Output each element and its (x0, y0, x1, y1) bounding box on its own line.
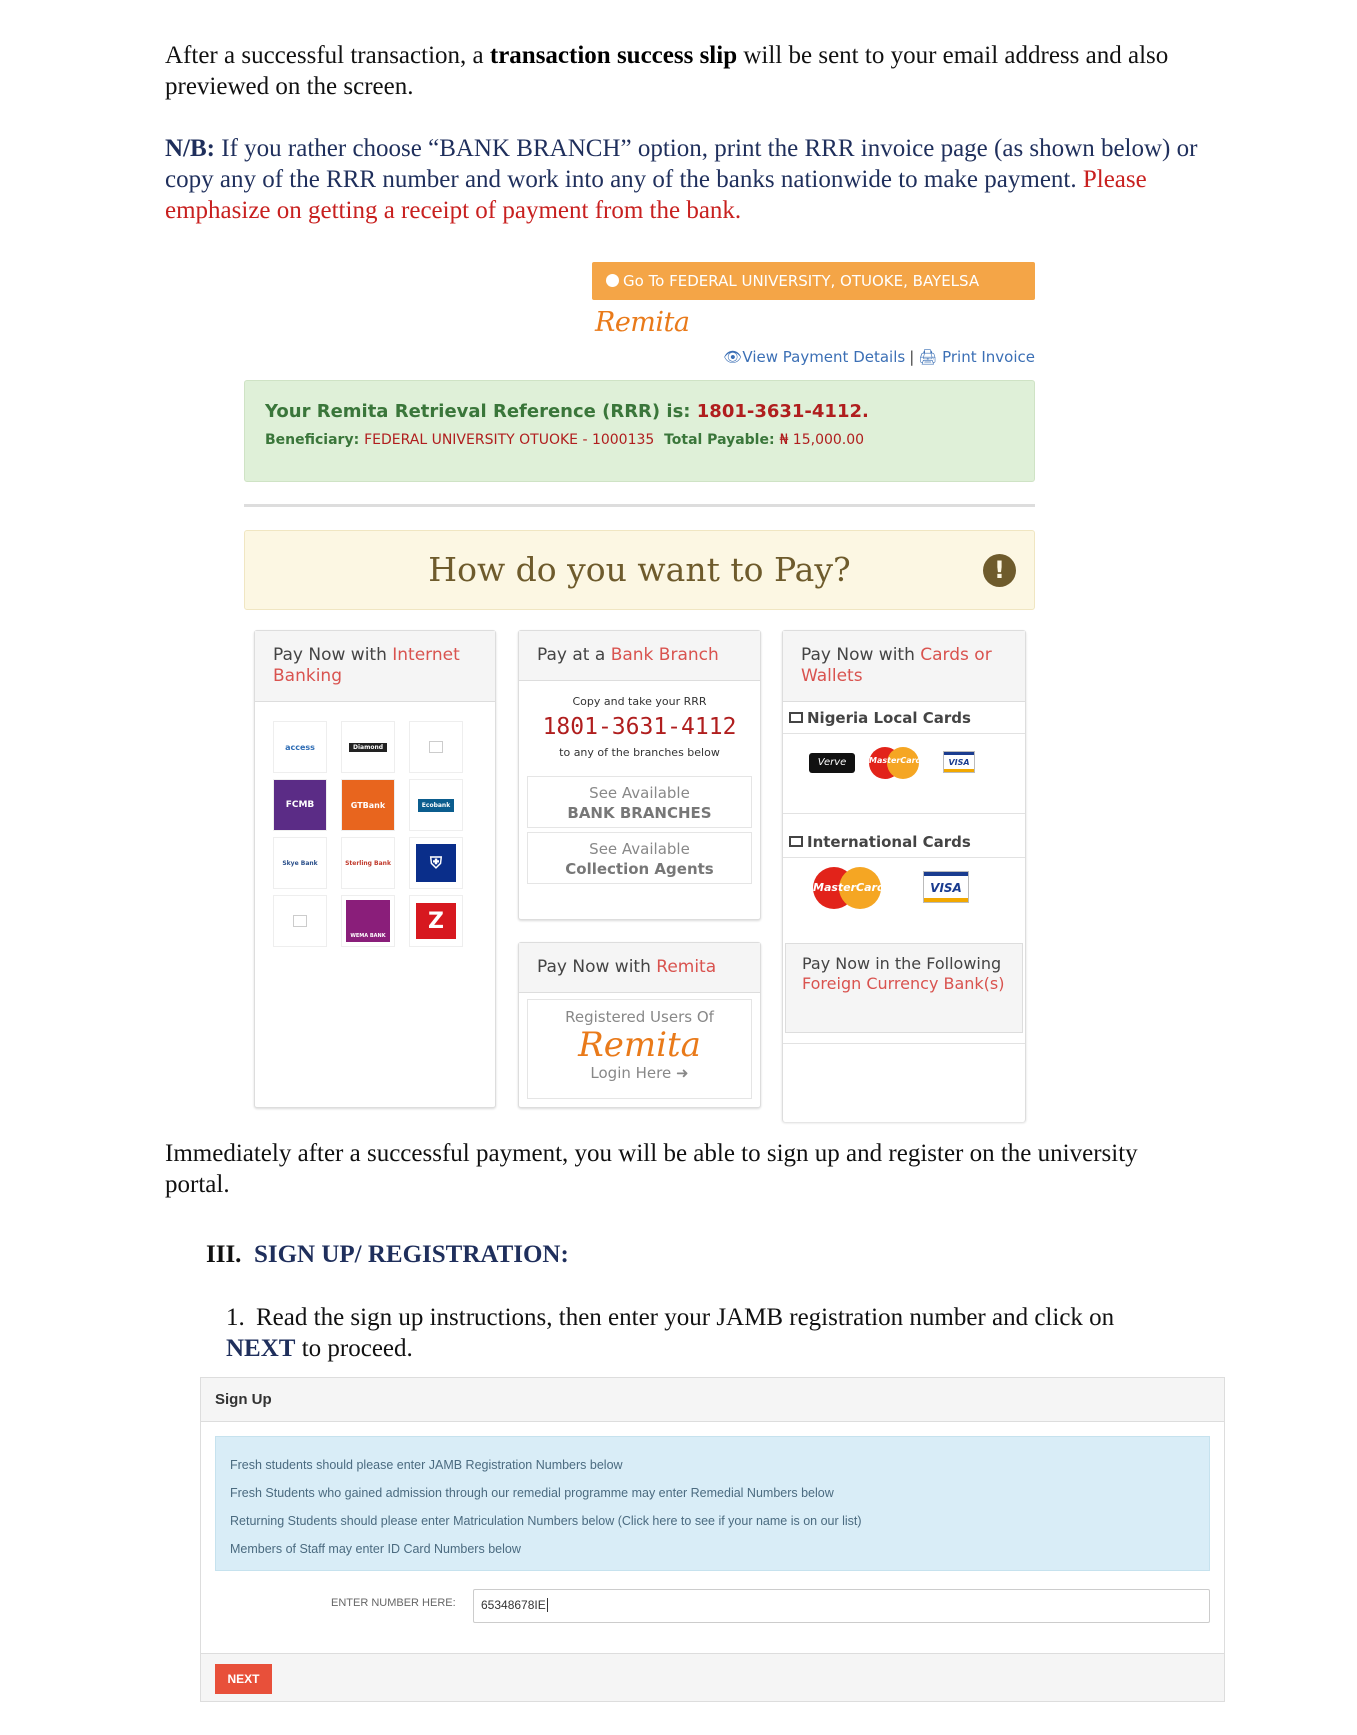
ib-head-a: Pay Now with (273, 645, 393, 665)
see-agents-line2: Collection Agents (565, 860, 714, 878)
after-payment-paragraph: Immediately after a successful payment, you will be able to sign up and register on the university portal. (165, 1140, 1138, 1198)
step-one (226, 1302, 1186, 1364)
rrr-line (265, 401, 1014, 422)
number-input[interactable] (473, 1589, 1210, 1623)
mastercard-intl-logo[interactable] (813, 867, 885, 909)
print-icon: 🖨 (918, 348, 938, 366)
visa-intl-logo[interactable] (923, 871, 969, 903)
bank-logo-label: WEMA BANK (346, 900, 390, 942)
divider (783, 733, 1025, 734)
copy-rrr-text: Copy and take your RRR (572, 695, 707, 708)
number-field-label: ENTER NUMBER HERE: (331, 1597, 456, 1609)
beneficiary-value: FEDERAL UNIVERSITY OTUOKE - 1000135 (364, 432, 655, 448)
bank-logo-label: Diamond (349, 743, 387, 752)
divider (783, 857, 1025, 858)
local-cards-label: Nigeria Local Cards (807, 709, 971, 727)
remita-invoice-screenshot (240, 262, 1040, 1122)
nb-paragraph (165, 133, 1205, 226)
instruction-line: Fresh students should please enter JAMB Registration Numbers below (230, 1458, 623, 1472)
goto-university-button[interactable] (592, 262, 1035, 300)
see-bank-branches-button[interactable] (527, 776, 752, 828)
zenith-bank-logo[interactable] (409, 895, 463, 947)
access-bank-logo[interactable] (273, 721, 327, 773)
fcmb-logo[interactable] (273, 779, 327, 831)
verve-label: Verve (817, 757, 847, 768)
signup-screenshot (200, 1377, 1225, 1702)
total-label: Total Payable: (664, 432, 780, 448)
stanbic-bank-logo[interactable] (409, 837, 463, 889)
section-number: III. (206, 1241, 242, 1268)
bank-branch-panel (518, 630, 761, 920)
instruction-line[interactable]: Returning Students should please enter Matriculation Numbers below (Click here to see if your name is on our list) (230, 1514, 862, 1528)
international-cards-title (789, 833, 971, 851)
invoice-links: 👁View Payment Details | 🖨 Print Invoice (723, 348, 1035, 366)
see-agents-line1: See Available (589, 840, 690, 858)
beneficiary-label: Beneficiary: (265, 432, 365, 448)
rrr-display: 1801-3631-4112 (542, 714, 737, 740)
mastercard-label: MasterCard (869, 756, 922, 765)
visa-local-logo[interactable] (943, 751, 975, 773)
local-cards-title (789, 709, 971, 727)
foreign-head-b: Foreign Currency Bank(s) (802, 974, 1005, 993)
section-title: SIGN UP/ REGISTRATION: (253, 1241, 569, 1268)
nb-text: If you rather choose “BANK BRANCH” option, print the RRR invoice page (as shown below) or copy any of the RRR number and work into any of the banks nationwide to make payment. (165, 135, 1198, 193)
placeholder-bank-logo[interactable] (409, 721, 463, 773)
remita-logo (595, 307, 690, 338)
registered-users-text: Registered Users Of (565, 1008, 714, 1026)
divider (783, 1043, 1025, 1044)
gtbank-logo[interactable] (341, 779, 395, 831)
sterling-bank-logo[interactable] (341, 837, 395, 889)
branches-text: to any of the branches below (559, 746, 720, 759)
login-here-link[interactable] (528, 1064, 751, 1082)
arrow-circle-icon (606, 274, 619, 287)
foreign-currency-panel[interactable] (785, 943, 1023, 1033)
diamond-bank-logo[interactable] (341, 721, 395, 773)
remita-logo-large: Remita (578, 1025, 701, 1065)
mastercard-local-logo[interactable] (869, 747, 922, 779)
skye-bank-logo[interactable] (273, 837, 327, 889)
bank-logo-label: access (285, 742, 315, 752)
sign-in-icon: ➜ (676, 1064, 689, 1082)
bank-logo-label: FCMB (285, 800, 315, 810)
intro-text: After a successful transaction, a (165, 42, 490, 69)
bb-head-b: Bank Branch (610, 645, 719, 665)
nb-red-text: Please emphasize on getting a receipt of payment from the bank. (165, 166, 1147, 224)
divider (783, 813, 1025, 814)
rm-head-a: Pay Now with (537, 957, 657, 977)
see-branches-line2: BANK BRANCHES (567, 804, 712, 822)
total-value: ₦ 15,000.00 (779, 432, 865, 448)
nb-label: N/B: (165, 135, 215, 162)
eye-icon: 👁 (723, 348, 743, 366)
next-button[interactable]: NEXT (215, 1664, 272, 1694)
pay-with-remita-panel (518, 942, 761, 1108)
verve-card-logo[interactable] (809, 753, 855, 773)
cards-heading (783, 631, 1025, 702)
foreign-head-a: Pay Now in the Following (802, 954, 1002, 973)
mastercard-label: MasterCard (813, 881, 885, 894)
internet-banking-heading (255, 631, 495, 702)
remita-login-box[interactable] (527, 999, 752, 1099)
instruction-line: Fresh Students who gained admission through our remedial programme may enter Remedial Numbers below (230, 1486, 834, 1500)
bank-logo-label: Skye Bank (282, 859, 318, 867)
cards-wallets-panel (782, 630, 1026, 1122)
login-label: Login Here (590, 1064, 672, 1082)
step-next-bold: NEXT (226, 1335, 296, 1362)
rrr-label: Your Remita Retrieval Reference (RRR) is: (265, 401, 697, 422)
rrr-number: 1801-3631-4112. (696, 401, 869, 422)
print-invoice-link[interactable]: Print Invoice (942, 348, 1035, 366)
divider (244, 504, 1035, 507)
ecobank-logo[interactable] (409, 779, 463, 831)
credit-card-icon (789, 712, 803, 723)
bank-branch-heading (519, 631, 760, 681)
bank-logo-label: Sterling Bank (345, 859, 391, 867)
wema-bank-logo[interactable] (341, 895, 395, 947)
signup-footer (201, 1653, 1224, 1701)
ib-head-b: Internet Banking (273, 645, 460, 686)
signup-title: Sign Up (201, 1378, 1224, 1422)
step-text: Read the sign up instructions, then enter your JAMB registration number and click on (256, 1304, 1115, 1331)
signup-instructions (215, 1436, 1210, 1571)
rm-head-b: Remita (656, 957, 717, 977)
intl-cards-label: International Cards (807, 833, 971, 851)
bank-logo-label: GTBank (350, 800, 386, 810)
internet-banking-panel (254, 630, 496, 1108)
beneficiary-line (265, 432, 1014, 448)
bb-head-a: Pay at a (537, 645, 611, 665)
rrr-alert (244, 380, 1035, 482)
visa-label: VISA (948, 758, 970, 767)
how-to-pay-banner (244, 530, 1035, 610)
view-payment-details-link[interactable]: View Payment Details (742, 348, 906, 366)
cw-head-a: Pay Now with (801, 645, 921, 665)
exclamation-icon: ! (983, 554, 1016, 587)
intro-bold: transaction success slip (489, 42, 738, 69)
see-branches-line1: See Available (589, 784, 690, 802)
cw-head-b: Cards or Wallets (801, 645, 992, 686)
image-placeholder-icon (293, 915, 307, 927)
intro-text-end: will be sent to your email address and also previewed on the screen. (165, 42, 1169, 100)
image-placeholder-icon (429, 741, 443, 753)
see-collection-agents-button[interactable] (527, 832, 752, 884)
shield-icon: ⛨ (416, 844, 456, 882)
pay-remita-heading (519, 943, 760, 993)
credit-card-icon (789, 836, 803, 847)
visa-label: VISA (930, 881, 962, 895)
placeholder-bank-logo-2[interactable] (273, 895, 327, 947)
section-heading (206, 1239, 1246, 1270)
step-number: 1. (226, 1304, 245, 1331)
remita-logo-text: Remita (595, 307, 690, 338)
intro-paragraph (165, 40, 1205, 102)
number-input-value: 65348678IE (481, 1598, 546, 1612)
bank-logo-label: Ecobank (418, 799, 454, 812)
text-cursor (547, 1598, 548, 1612)
instruction-line: Members of Staff may enter ID Card Numbers below (230, 1542, 521, 1556)
bank-logo-label: Z (416, 903, 456, 939)
goto-button-label: Go To FEDERAL UNIVERSITY, OTUOKE, BAYELSA (623, 272, 980, 290)
step-text-end: to proceed. (295, 1335, 413, 1362)
how-to-pay-title: How do you want to Pay? (428, 550, 851, 589)
